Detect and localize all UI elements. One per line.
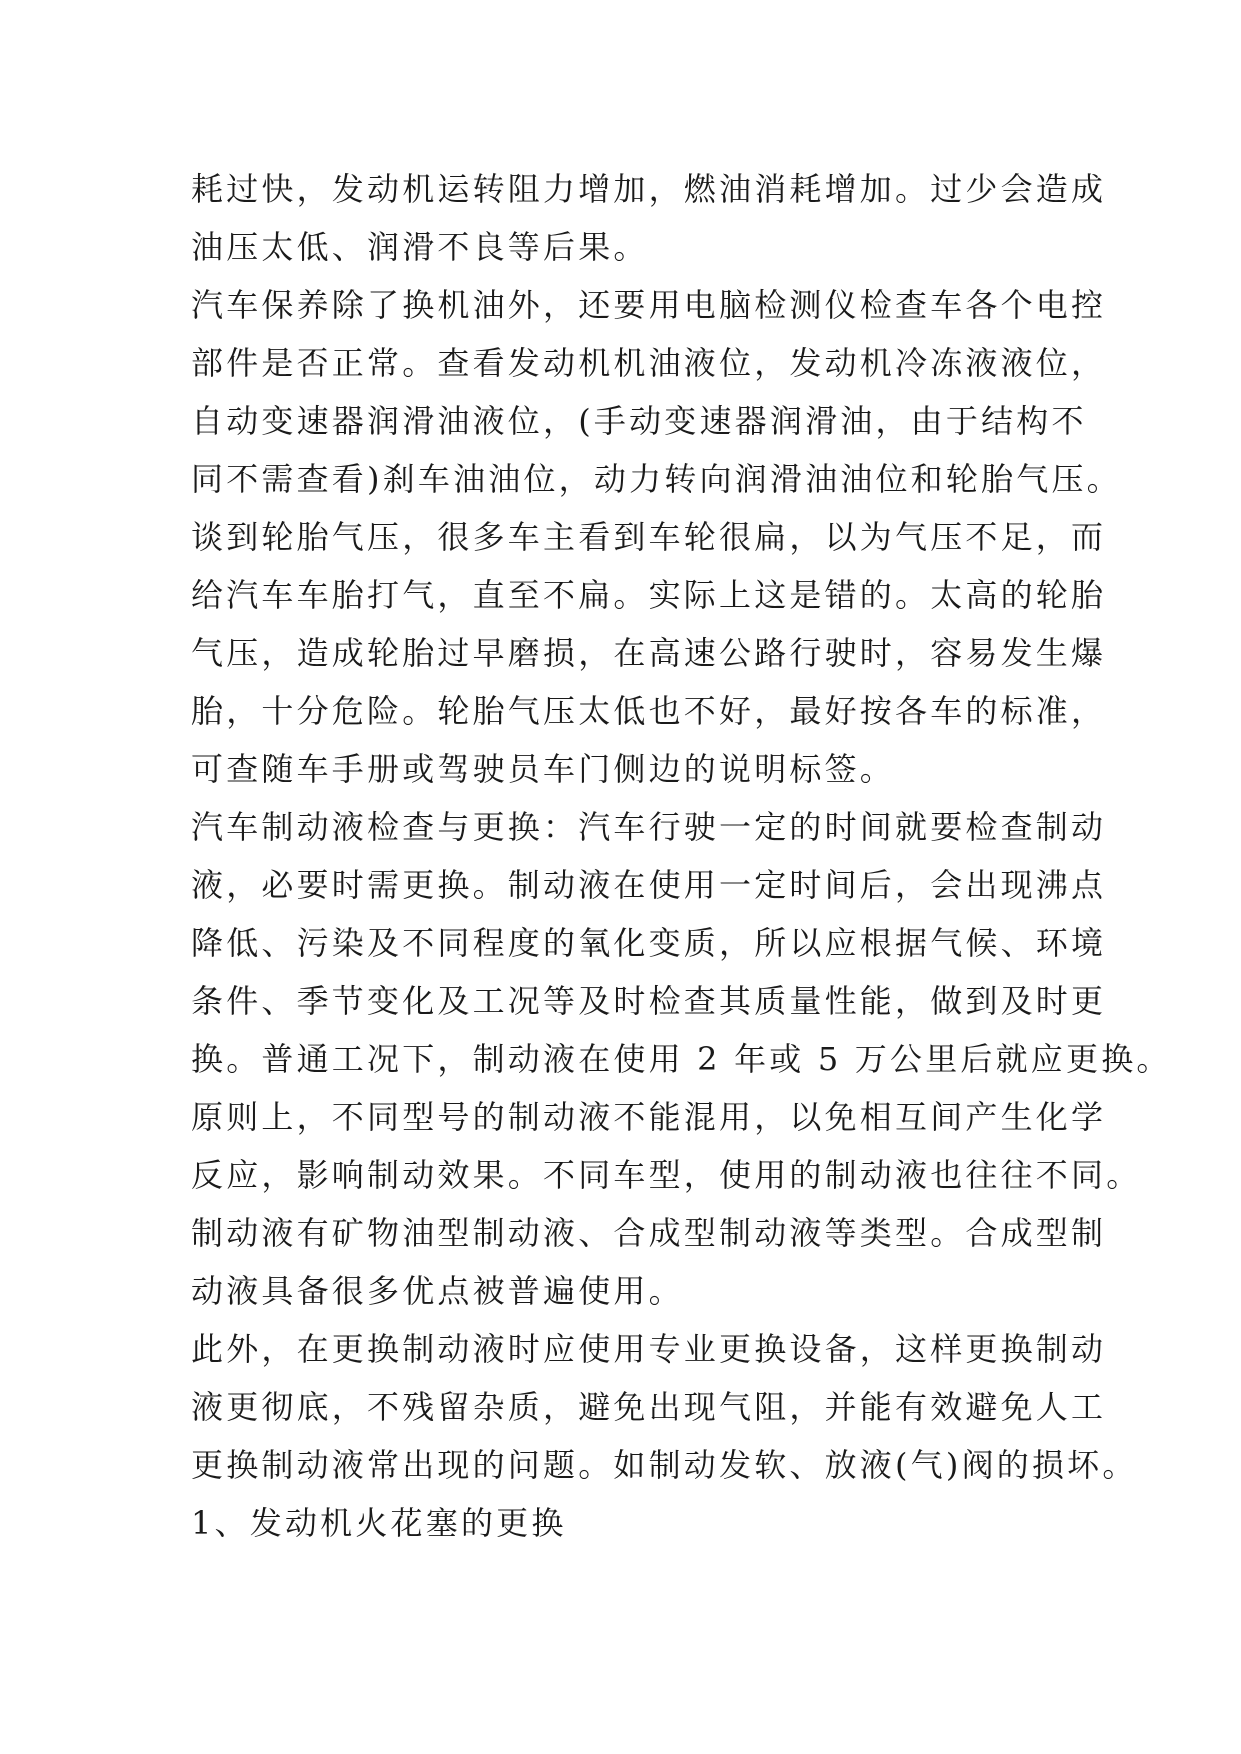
text-line: 更换制动液常出现的问题。如制动发软、放液(气)阀的损坏。 [191,1446,1138,1484]
text-line: 汽车保养除了换机油外，还要用电脑检测仪检查车各个电控 [191,286,1107,324]
text-line: 反应，影响制动效果。不同车型，使用的制动液也往往不同。 [191,1156,1142,1194]
text-line: 液更彻底，不残留杂质，避免出现气阻，并能有效避免人工 [191,1388,1107,1426]
text-line: 耗过快，发动机运转阻力增加，燃油消耗增加。过少会造成 [191,170,1107,208]
text-line: 油压太低、润滑不良等后果。 [191,228,649,266]
text-line: 液，必要时需更换。制动液在使用一定时间后，会出现沸点 [191,866,1107,904]
text-line: 降低、污染及不同程度的氧化变质，所以应根据气候、环境 [191,924,1107,962]
text-line: 换。普通工况下，制动液在使用 2 年或 5 万公里后就应更换。 [191,1040,1172,1078]
text-line: 制动液有矿物油型制动液、合成型制动液等类型。合成型制 [191,1214,1107,1252]
section-heading: 1、发动机火花塞的更换 [191,1504,567,1542]
text-line: 此外，在更换制动液时应使用专业更换设备，这样更换制动 [191,1330,1107,1368]
text-line: 气压，造成轮胎过早磨损，在高速公路行驶时，容易发生爆 [191,634,1107,672]
text-line: 条件、季节变化及工况等及时检查其质量性能，做到及时更 [191,982,1107,1020]
text-line: 胎，十分危险。轮胎气压太低也不好，最好按各车的标准， [191,692,1107,730]
text-line: 汽车制动液检查与更换：汽车行驶一定的时间就要检查制动 [191,808,1107,846]
text-line: 动液具备很多优点被普遍使用。 [191,1272,684,1310]
text-line: 部件是否正常。查看发动机机油液位，发动机冷冻液液位， [191,344,1107,382]
text-line: 自动变速器润滑油液位，(手动变速器润滑油，由于结构不 [191,402,1087,440]
document-body [191,160,1172,1552]
text-line: 原则上，不同型号的制动液不能混用，以免相互间产生化学 [191,1098,1107,1136]
text-line: 可查随车手册或驾驶员车门侧边的说明标签。 [191,750,896,788]
text-line: 谈到轮胎气压，很多车主看到车轮很扁，以为气压不足，而 [191,518,1107,556]
text-line: 同不需查看)刹车油油位，动力转向润滑油油位和轮胎气压。 [191,460,1122,498]
text-line: 给汽车车胎打气，直至不扁。实际上这是错的。太高的轮胎 [191,576,1107,614]
